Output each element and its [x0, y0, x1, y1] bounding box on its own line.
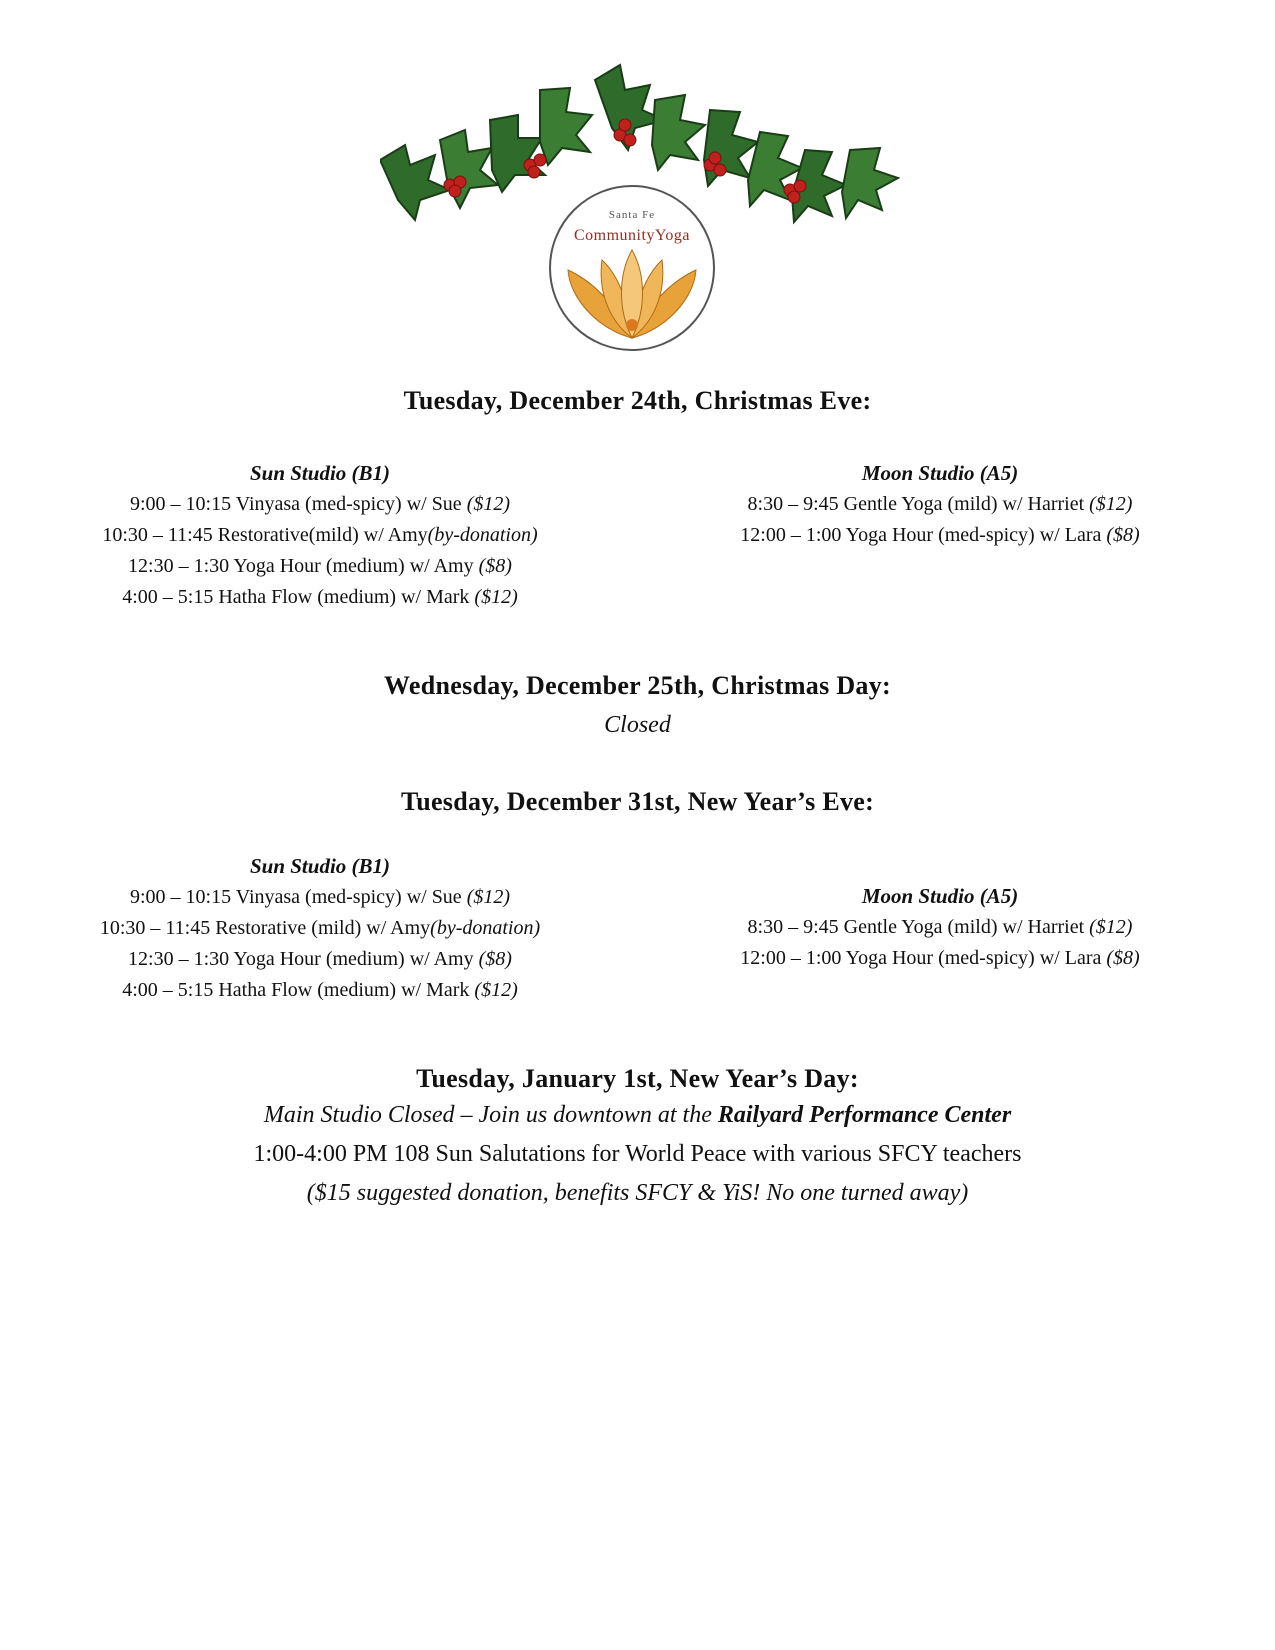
studio-heading: Moon Studio (A5) [861, 461, 1019, 485]
class-line: 10:30 – 11:45 Restorative (mild) w/ Amy(by-donation) [99, 917, 541, 939]
studio-heading: Moon Studio (A5) [861, 884, 1019, 908]
dec31-moon-studio [680, 881, 1200, 974]
jan1-line1: Main Studio Closed – Join us downtown at the Railyard Performance Center [263, 1102, 1012, 1128]
dec25-title: Wednesday, December 25th, Christmas Day: [384, 671, 891, 700]
logo-line2: CommunityYoga [573, 227, 691, 244]
class-line: 12:30 – 1:30 Yoga Hour (medium) w/ Amy ($8) [128, 555, 512, 577]
class-line: 4:00 – 5:15 Hatha Flow (medium) w/ Mark ($12) [122, 979, 518, 1001]
class-line: 12:00 – 1:00 Yoga Hour (med-spicy) w/ Lara ($8) [740, 947, 1140, 969]
class-line: 8:30 – 9:45 Gentle Yoga (mild) w/ Harriet ($12) [747, 493, 1133, 515]
dec25-closed: Closed [604, 712, 671, 738]
class-line: 12:00 – 1:00 Yoga Hour (med-spicy) w/ Lara ($8) [740, 524, 1140, 546]
class-line: 10:30 – 11:45 Restorative(mild) w/ Amy(by-donation) [102, 524, 538, 546]
class-line: 9:00 – 10:15 Vinyasa (med-spicy) w/ Sue ($12) [129, 886, 511, 908]
railyard-venue: Railyard Performance Center [717, 1102, 1012, 1128]
dec31-sun-studio [60, 851, 580, 1006]
studio-heading: Sun Studio (B1) [249, 461, 391, 485]
class-line: 4:00 – 5:15 Hatha Flow (medium) w/ Mark ($12) [122, 586, 518, 608]
studio-heading: Sun Studio (B1) [249, 854, 391, 878]
jan1-line3: ($15 suggested donation, benefits SFCY & YiS! No one turned away) [306, 1180, 969, 1206]
dec24-sun-studio [60, 458, 580, 613]
dec31-title: Tuesday, December 31st, New Year’s Eve: [400, 787, 875, 816]
class-line: 12:30 – 1:30 Yoga Hour (medium) w/ Amy ($8) [128, 948, 512, 970]
logo-line1: Santa Fe [608, 209, 656, 221]
jan1-title: Tuesday, January 1st, New Year’s Day: [416, 1064, 859, 1093]
class-line: 8:30 – 9:45 Gentle Yoga (mild) w/ Harriet ($12) [747, 916, 1133, 938]
jan1-line2: 1:00-4:00 PM 108 Sun Salutations for World Peace with various SFCY teachers [253, 1141, 1022, 1167]
dec24-title: Tuesday, December 24th, Christmas Eve: [403, 386, 872, 415]
dec24-moon-studio [680, 458, 1200, 551]
class-line: 9:00 – 10:15 Vinyasa (med-spicy) w/ Sue ($12) [129, 493, 511, 515]
holly-logo [380, 60, 900, 380]
